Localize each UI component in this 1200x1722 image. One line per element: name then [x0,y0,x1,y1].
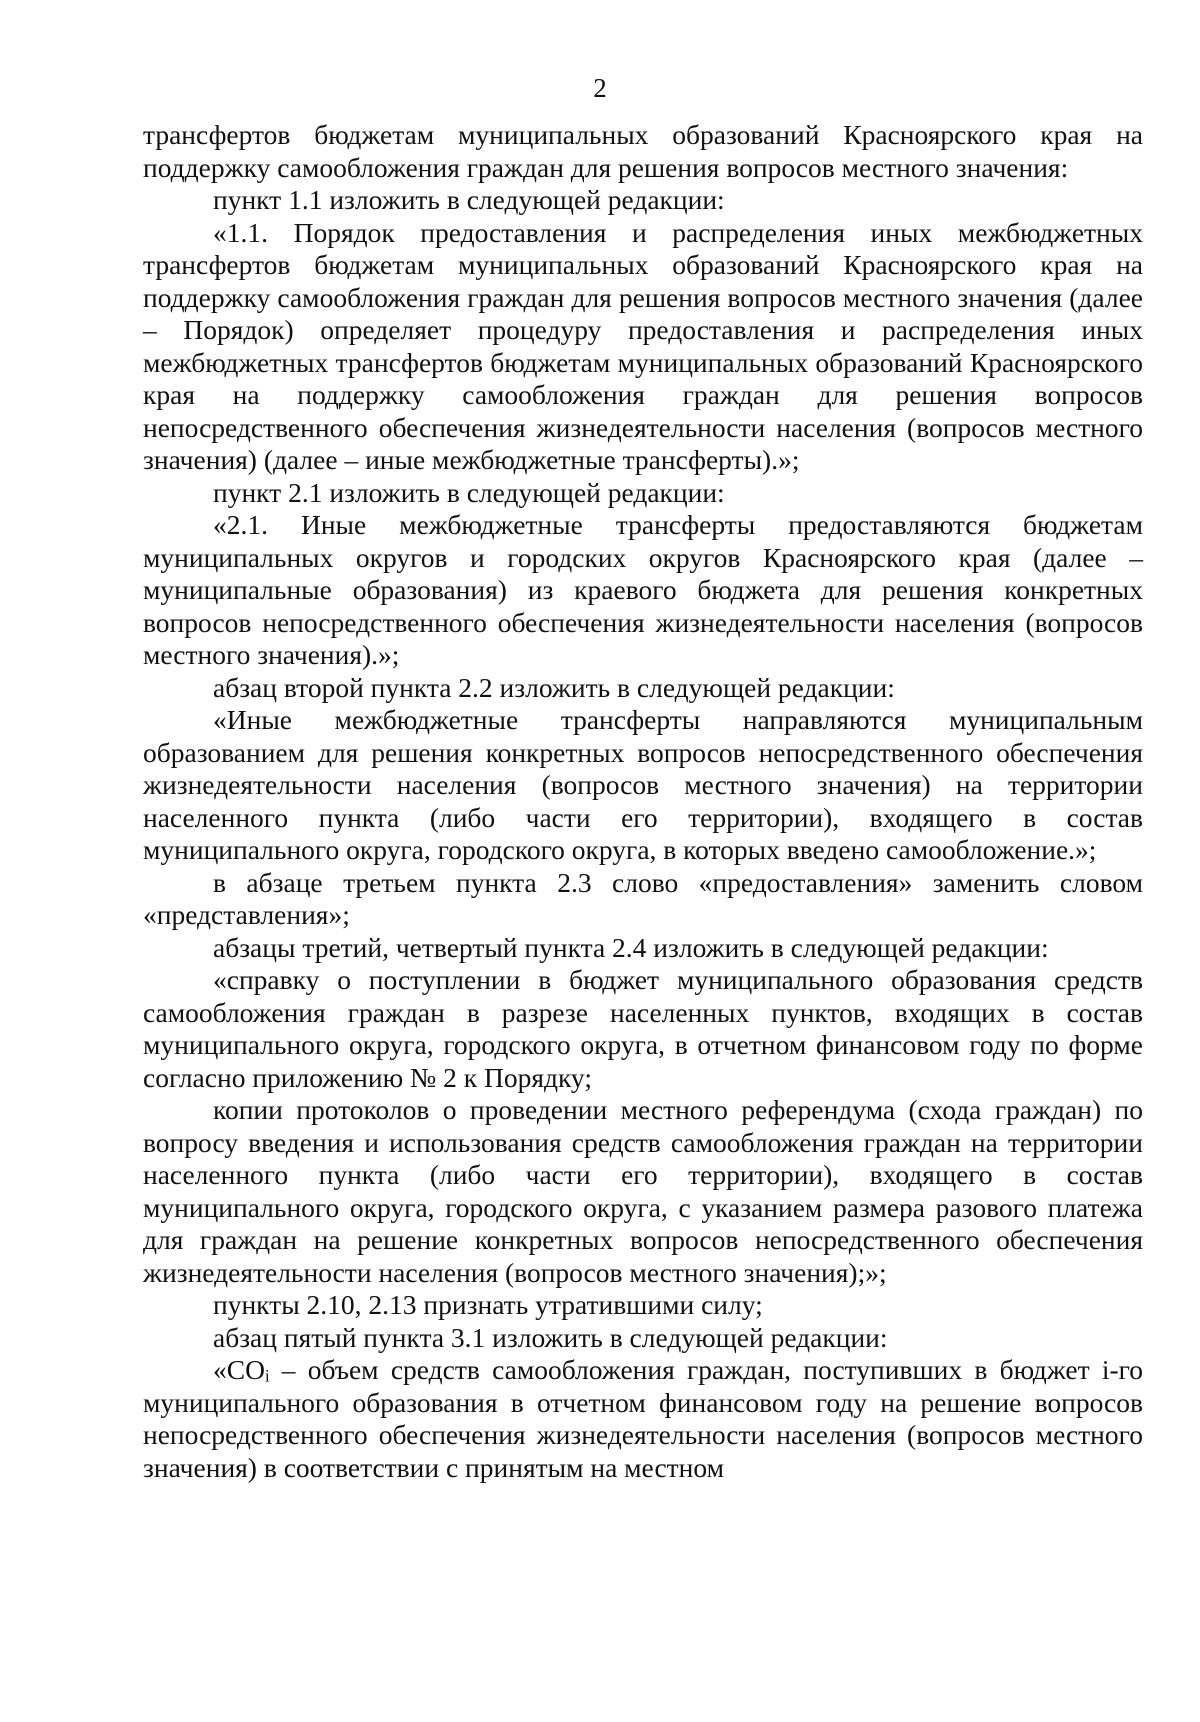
paragraph: абзацы третий, четвертый пункта 2.4 изложить в следующей редакции: [213,931,1049,963]
paragraph: «COᵢ – объем средств самообложения граждан, поступивших в бюджет i-го муниципального образования в отчетном финансовом году на решение вопросов непосредственного обеспечения жизнедеятельности населения (вопросов местного значения) в соответствии с принятым на местном [143,1354,1143,1483]
paragraph: «справку о поступлении в бюджет муниципального образования средств самообложения граждан в разрезе населенных пунктов, входящих в состав муниципального округа, городского округа, в отчетном финансовом году по форме согласно приложению № 2 к Порядку; [143,964,1143,1093]
paragraph: «Иные межбюджетные трансферты направляются муниципальным образованием для решения конкретных вопросов непосредственного обеспечения жизнедеятельности населения (вопросов местного значения) на территории населенного пункта (либо части его территории), входящего в состав муниципального округа, городского округа, в которых введено самообложение.»; [143,704,1143,865]
paragraph: «2.1. Иные межбюджетные трансферты предоставляются бюджетам муниципальных округов и городских округов Красноярского края (далее – муниципальные образования) из краевого бюджета для решения конкретных вопросов непосредственного обеспечения жизнедеятельности населения (вопросов местного значения).»; [143,509,1143,670]
paragraph: «1.1. Порядок предоставления и распределения иных межбюджетных трансфертов бюджетам муниципальных образований Красноярского края на поддержку самообложения граждан для решения вопросов местного значения (далее – Порядок) определяет процедуру предоставления и распределения иных межбюджетных трансфертов бюджетам муниципальных образований Красноярского края на поддержку самообложения граждан для решения вопросов непосредственного обеспечения жизнедеятельности населения (вопросов местного значения) (далее – иные межбюджетные трансферты).»; [143,216,1143,475]
paragraph: абзац пятый пункта 3.1 изложить в следующей редакции: [213,1321,888,1353]
paragraph: пункт 2.1 изложить в следующей редакции: [213,476,725,508]
paragraph: копии протоколов о проведении местного референдума (схода граждан) по вопросу введения и использования средств самообложения граждан на территории населенного пункта (либо части его территории), входящего в состав муниципального округа, городского округа, с указанием размера разового платежа для граждан на решение конкретных вопросов непосредственного обеспечения жизнедеятельности населения (вопросов местного значения);»; [143,1094,1143,1288]
paragraph: пункт 1.1 изложить в следующей редакции: [213,184,725,215]
page-number: 2 [593,73,607,103]
paragraph: трансфертов бюджетам муниципальных образований Красноярского края на поддержку самообложения граждан для решения вопросов местного значения: [143,119,1143,183]
document-body [143,119,1143,1484]
paragraph: абзац второй пункта 2.2 изложить в следующей редакции: [213,671,895,703]
paragraph: в абзаце третьем пункта 2.3 слово «предоставления» заменить словом «представления»; [143,866,1143,930]
paragraph: пункты 2.10, 2.13 признать утратившими силу; [213,1289,763,1320]
